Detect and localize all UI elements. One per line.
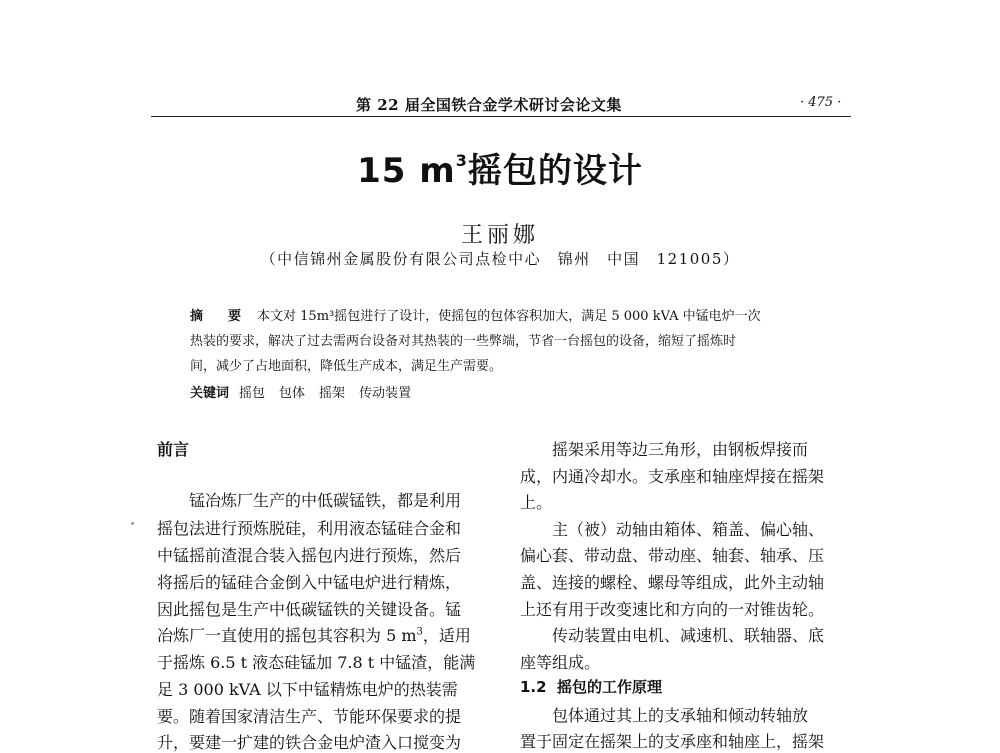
paper-title: [0, 143, 1000, 192]
body-text: ，适用: [422, 626, 471, 645]
section-heading-preface: 前言: [157, 440, 190, 459]
author-affiliation: （中信锦州金属股份有限公司点检中心 锦州 中国 121005）: [260, 250, 740, 268]
abstract-line: 间，减少了占地面积，降低生产成本，满足生产需要。: [190, 359, 503, 374]
body-line: 因此摇包是生产中低碳锰铁的关键设备。锰: [157, 600, 462, 619]
body-line: 将摇后的锰硅合金倒入中锰电炉进行精炼，: [157, 573, 462, 592]
subsection-title: 摇包的工作原理: [557, 678, 663, 696]
abstract-text: 本文对 15m³摇包进行了设计，使摇包的包体容积加大，满足 5 000 kVA 中锰电炉一次: [257, 309, 761, 324]
body-line: 成，内通冷却水。支承座和轴座焊接在摇架: [520, 467, 825, 486]
body-line: 传动装置由电机、减速机、联轴器、底: [552, 626, 825, 645]
header-rule: [151, 116, 851, 117]
keyword: 摇架: [319, 386, 346, 401]
body-line: 偏心套、带动盘、带动座、轴套、轴承、压: [520, 546, 825, 565]
body-line: 升，要建一扩建的铁合金电炉渣入口搅变为: [157, 733, 462, 752]
body-line: 中锰摇前渣混合装入摇包内进行预炼，然后: [157, 546, 462, 565]
body-line: 足 3 000 kVA 以下中锰精炼电炉的热装需: [157, 680, 458, 699]
subsection-heading: [520, 676, 662, 697]
abstract-label: 摘 要: [190, 309, 248, 324]
body-line: 置于固定在摇架上的支承座和轴座上，摇架: [520, 732, 825, 751]
subsection-number: 1.2: [520, 678, 547, 696]
keywords-label: 关键词: [190, 386, 230, 401]
scan-speck: [131, 522, 134, 525]
body-line: 于摇炼 6.5 t 液态硅锰加 7.8 t 中锰渣，能满: [157, 653, 476, 672]
keyword: 传动装置: [359, 386, 412, 401]
body-line: 包体通过其上的支承轴和倾动转轴放: [552, 706, 809, 725]
body-line: 摇架采用等边三角形，由钢板焊接而: [552, 440, 809, 459]
body-line: 座等组成。: [520, 653, 601, 672]
abstract-line: [190, 305, 761, 324]
body-line: 摇包法进行预炼脱硅，利用液态锰硅合金和: [157, 519, 462, 538]
title-rest: 摇包的设计: [467, 151, 643, 191]
body-line: 盖、连接的螺栓、螺母等组成，此外主动轴: [520, 573, 825, 592]
body-line: 主（被）动轴由箱体、箱盖、偏心轴、: [552, 520, 825, 539]
superscript: 3: [416, 626, 423, 638]
keywords-line: [190, 382, 425, 401]
body-line: [157, 623, 471, 646]
body-line: 上。: [520, 493, 553, 512]
title-superscript: 3: [455, 150, 468, 170]
body-text: 冶炼厂一直使用的摇包其容积为 5 m: [157, 626, 417, 645]
body-line: 要。随着国家清洁生产、节能环保要求的提: [157, 707, 462, 726]
body-line: 锰冶炼厂生产的中低碳锰铁，都是利用: [189, 491, 462, 510]
body-line: 上还有用于改变速比和方向的一对锥齿轮。: [520, 600, 825, 619]
title-main: 15 m: [357, 151, 456, 191]
keyword: 摇包: [239, 386, 266, 401]
author-name: 王丽娜: [460, 223, 539, 248]
running-header-title: 第 22 届全国铁合金学术研讨会论文集: [356, 96, 622, 114]
page-number: · 475 ·: [800, 95, 842, 110]
keyword: 包体: [279, 386, 306, 401]
abstract-line: 热装的要求，解决了过去需两台设备对其热装的一些弊端，节省一台摇包的设备，缩短了摇炼时: [190, 334, 737, 349]
